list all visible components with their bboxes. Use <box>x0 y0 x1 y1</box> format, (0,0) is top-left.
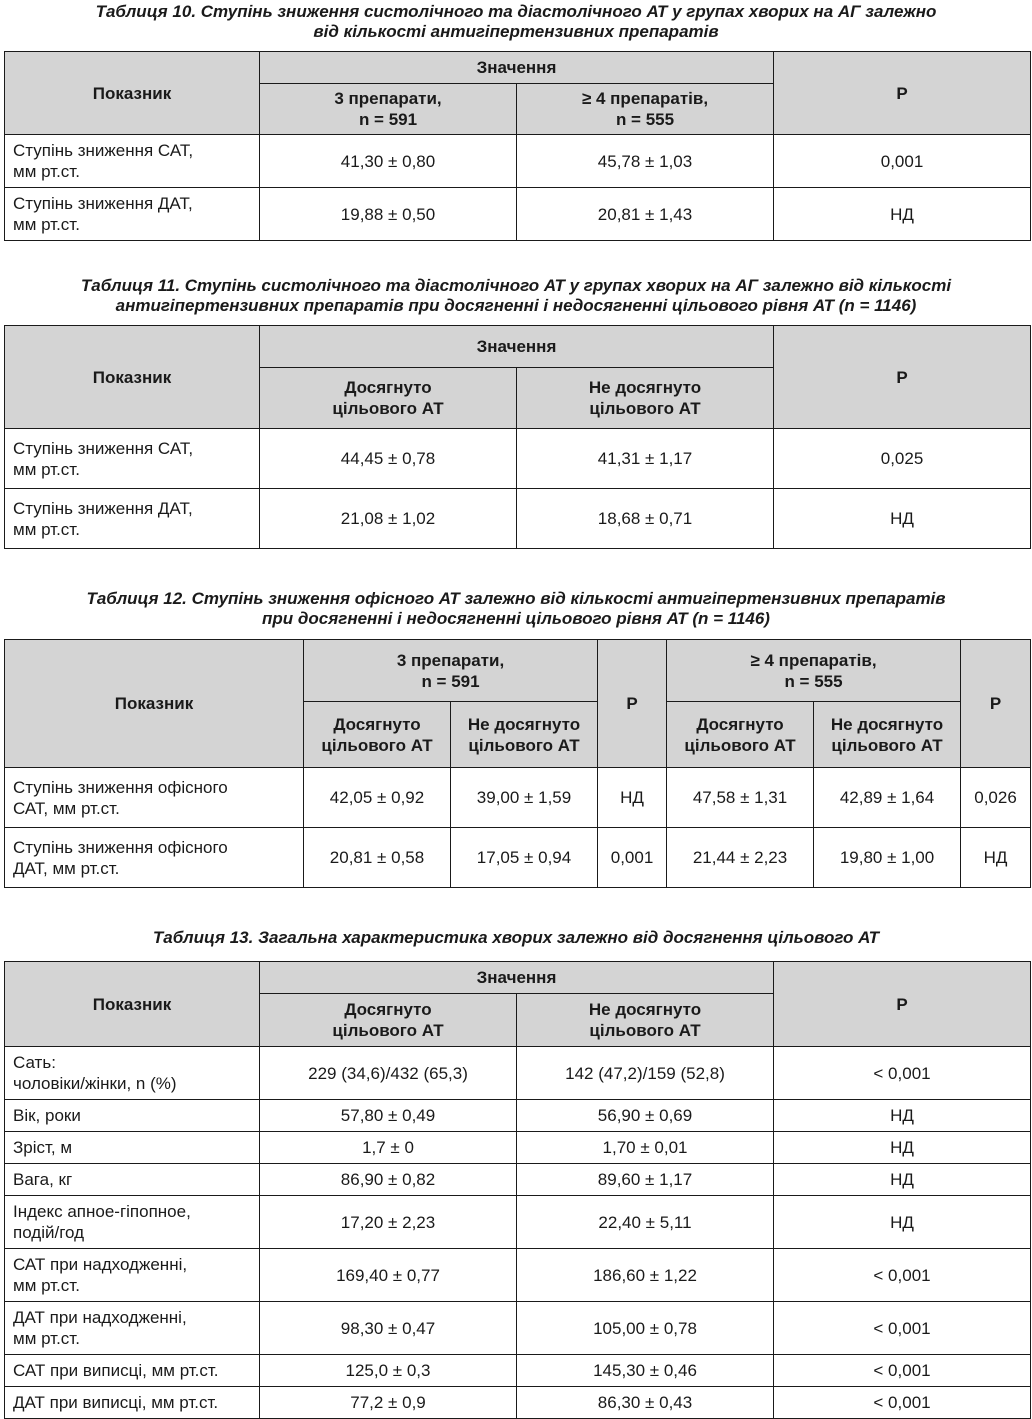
header-indicator: Показник <box>5 52 260 135</box>
row-label: Вага, кг <box>5 1164 260 1196</box>
cell-value: 21,44 ± 2,23 <box>667 828 814 888</box>
cell-value: 17,20 ± 2,23 <box>260 1196 517 1249</box>
cell-value: 19,80 ± 1,00 <box>814 828 961 888</box>
header-target-not-reached: Не досягнуто цільового АТ <box>814 702 961 768</box>
cell-p: НД <box>774 1132 1031 1164</box>
cell-p: < 0,001 <box>774 1249 1031 1302</box>
header-target-reached: Досягнуто цільового АТ <box>667 702 814 768</box>
cell-value: 98,30 ± 0,47 <box>260 1302 517 1355</box>
header-target-not-reached: Не досягнуто цільового АТ <box>451 702 598 768</box>
cell-value: 19,88 ± 0,50 <box>260 188 517 241</box>
table-row <box>5 188 1031 241</box>
table-13 <box>4 961 1031 1419</box>
header-p: P <box>774 326 1031 429</box>
table-row <box>5 1164 1031 1196</box>
table-row <box>5 1132 1031 1164</box>
caption-line: Таблиця 11. Ступінь систолічного та діастолічного АТ у групах хворих на АГ залежно від кількості <box>80 276 952 295</box>
table-row <box>5 1047 1031 1100</box>
row-label: ДАТ при виписці, мм рт.ст. <box>5 1387 260 1419</box>
cell-value: 44,45 ± 0,78 <box>260 429 517 489</box>
cell-p: 0,001 <box>774 135 1031 188</box>
table-row <box>5 1302 1031 1355</box>
cell-value: 56,90 ± 0,69 <box>517 1100 774 1132</box>
caption-line: антигіпертензивних препаратів при досягненні і недосягненні цільового рівня АТ (n = 1146) <box>115 296 917 315</box>
row-label: Ступінь зниження ДАТ, мм рт.ст. <box>5 188 260 241</box>
table-row <box>5 135 1031 188</box>
row-label: ДАТ при надходженні, мм рт.ст. <box>5 1302 260 1355</box>
cell-value: 169,40 ± 0,77 <box>260 1249 517 1302</box>
table-13-caption <box>0 928 1032 948</box>
cell-p: < 0,001 <box>774 1047 1031 1100</box>
cell-p: 0,026 <box>961 768 1031 828</box>
table-row <box>5 828 1031 888</box>
caption-line: Таблиця 12. Ступінь зниження офісного АТ залежно від кількості антигіпертензивних препаратів <box>86 589 946 608</box>
header-target-reached: Досягнуто цільового АТ <box>304 702 451 768</box>
cell-p: НД <box>774 1100 1031 1132</box>
table-12-caption <box>0 589 1032 629</box>
cell-value: 57,80 ± 0,49 <box>260 1100 517 1132</box>
cell-p: < 0,001 <box>774 1355 1031 1387</box>
cell-value: 20,81 ± 1,43 <box>517 188 774 241</box>
table-row <box>5 1249 1031 1302</box>
row-label: Ступінь зниження офісного САТ, мм рт.ст. <box>5 768 304 828</box>
header-group-4-drugs: ≥ 4 препаратів, n = 555 <box>667 640 961 702</box>
header-group-3-drugs: 3 препарати, n = 591 <box>304 640 598 702</box>
cell-value: 39,00 ± 1,59 <box>451 768 598 828</box>
header-values: Значення <box>260 326 774 368</box>
header-group-3-drugs: 3 препарати, n = 591 <box>260 84 517 135</box>
cell-p: НД <box>598 768 667 828</box>
cell-p: 0,001 <box>598 828 667 888</box>
row-label: САТ при надходженні, мм рт.ст. <box>5 1249 260 1302</box>
cell-p: 0,025 <box>774 429 1031 489</box>
table-row <box>5 1355 1031 1387</box>
caption-line: Таблиця 10. Ступінь зниження систолічного та діастолічного АТ у групах хворих на АГ залежно <box>95 2 937 21</box>
table-10-caption <box>0 2 1032 42</box>
table-12 <box>4 639 1031 888</box>
cell-value: 20,81 ± 0,58 <box>304 828 451 888</box>
cell-p: НД <box>774 489 1031 549</box>
cell-value: 89,60 ± 1,17 <box>517 1164 774 1196</box>
cell-value: 145,30 ± 0,46 <box>517 1355 774 1387</box>
cell-value: 45,78 ± 1,03 <box>517 135 774 188</box>
row-label: Ступінь зниження САТ, мм рт.ст. <box>5 135 260 188</box>
cell-value: 41,31 ± 1,17 <box>517 429 774 489</box>
header-p: P <box>774 52 1031 135</box>
cell-p: НД <box>774 1196 1031 1249</box>
cell-value: 86,90 ± 0,82 <box>260 1164 517 1196</box>
cell-value: 229 (34,6)/432 (65,3) <box>260 1047 517 1100</box>
caption-line: при досягненні і недосягненні цільового рівня АТ (n = 1146) <box>262 609 770 628</box>
table-row <box>5 429 1031 489</box>
header-target-reached: Досягнуто цільового АТ <box>260 368 517 429</box>
row-label: Індекс апное-гіпопное, подій/год <box>5 1196 260 1249</box>
header-p: P <box>961 640 1031 768</box>
header-values: Значення <box>260 962 774 994</box>
cell-value: 1,7 ± 0 <box>260 1132 517 1164</box>
cell-value: 41,30 ± 0,80 <box>260 135 517 188</box>
cell-p: НД <box>774 188 1031 241</box>
header-group-4-drugs: ≥ 4 препаратів, n = 555 <box>517 84 774 135</box>
table-row <box>5 768 1031 828</box>
row-label: Ступінь зниження САТ, мм рт.ст. <box>5 429 260 489</box>
cell-value: 17,05 ± 0,94 <box>451 828 598 888</box>
table-10 <box>4 51 1031 241</box>
cell-value: 186,60 ± 1,22 <box>517 1249 774 1302</box>
header-target-reached: Досягнуто цільового АТ <box>260 994 517 1047</box>
row-label: Зріст, м <box>5 1132 260 1164</box>
cell-p: НД <box>961 828 1031 888</box>
cell-value: 42,89 ± 1,64 <box>814 768 961 828</box>
cell-value: 47,58 ± 1,31 <box>667 768 814 828</box>
cell-p: НД <box>774 1164 1031 1196</box>
row-label: Сать: чоловіки/жінки, n (%) <box>5 1047 260 1100</box>
table-row <box>5 1387 1031 1419</box>
header-target-not-reached: Не досягнуто цільового АТ <box>517 368 774 429</box>
header-values: Значення <box>260 52 774 84</box>
header-target-not-reached: Не досягнуто цільового АТ <box>517 994 774 1047</box>
header-p: P <box>774 962 1031 1047</box>
table-row <box>5 489 1031 549</box>
cell-value: 18,68 ± 0,71 <box>517 489 774 549</box>
row-label: Ступінь зниження офісного ДАТ, мм рт.ст. <box>5 828 304 888</box>
cell-value: 86,30 ± 0,43 <box>517 1387 774 1419</box>
cell-p: < 0,001 <box>774 1302 1031 1355</box>
cell-value: 105,00 ± 0,78 <box>517 1302 774 1355</box>
header-p: P <box>598 640 667 768</box>
cell-value: 21,08 ± 1,02 <box>260 489 517 549</box>
cell-value: 125,0 ± 0,3 <box>260 1355 517 1387</box>
table-row <box>5 1100 1031 1132</box>
cell-p: < 0,001 <box>774 1387 1031 1419</box>
cell-value: 142 (47,2)/159 (52,8) <box>517 1047 774 1100</box>
row-label: Вік, роки <box>5 1100 260 1132</box>
cell-value: 77,2 ± 0,9 <box>260 1387 517 1419</box>
row-label: Ступінь зниження ДАТ, мм рт.ст. <box>5 489 260 549</box>
cell-value: 22,40 ± 5,11 <box>517 1196 774 1249</box>
row-label: САТ при виписці, мм рт.ст. <box>5 1355 260 1387</box>
caption-line: від кількості антигіпертензивних препаратів <box>313 22 719 41</box>
caption-line: Таблиця 13. Загальна характеристика хворих залежно від досягнення цільового АТ <box>152 928 880 947</box>
cell-value: 1,70 ± 0,01 <box>517 1132 774 1164</box>
table-11 <box>4 325 1031 549</box>
header-indicator: Показник <box>5 640 304 768</box>
table-row <box>5 1196 1031 1249</box>
table-11-caption <box>0 276 1032 316</box>
header-indicator: Показник <box>5 962 260 1047</box>
cell-value: 42,05 ± 0,92 <box>304 768 451 828</box>
header-indicator: Показник <box>5 326 260 429</box>
